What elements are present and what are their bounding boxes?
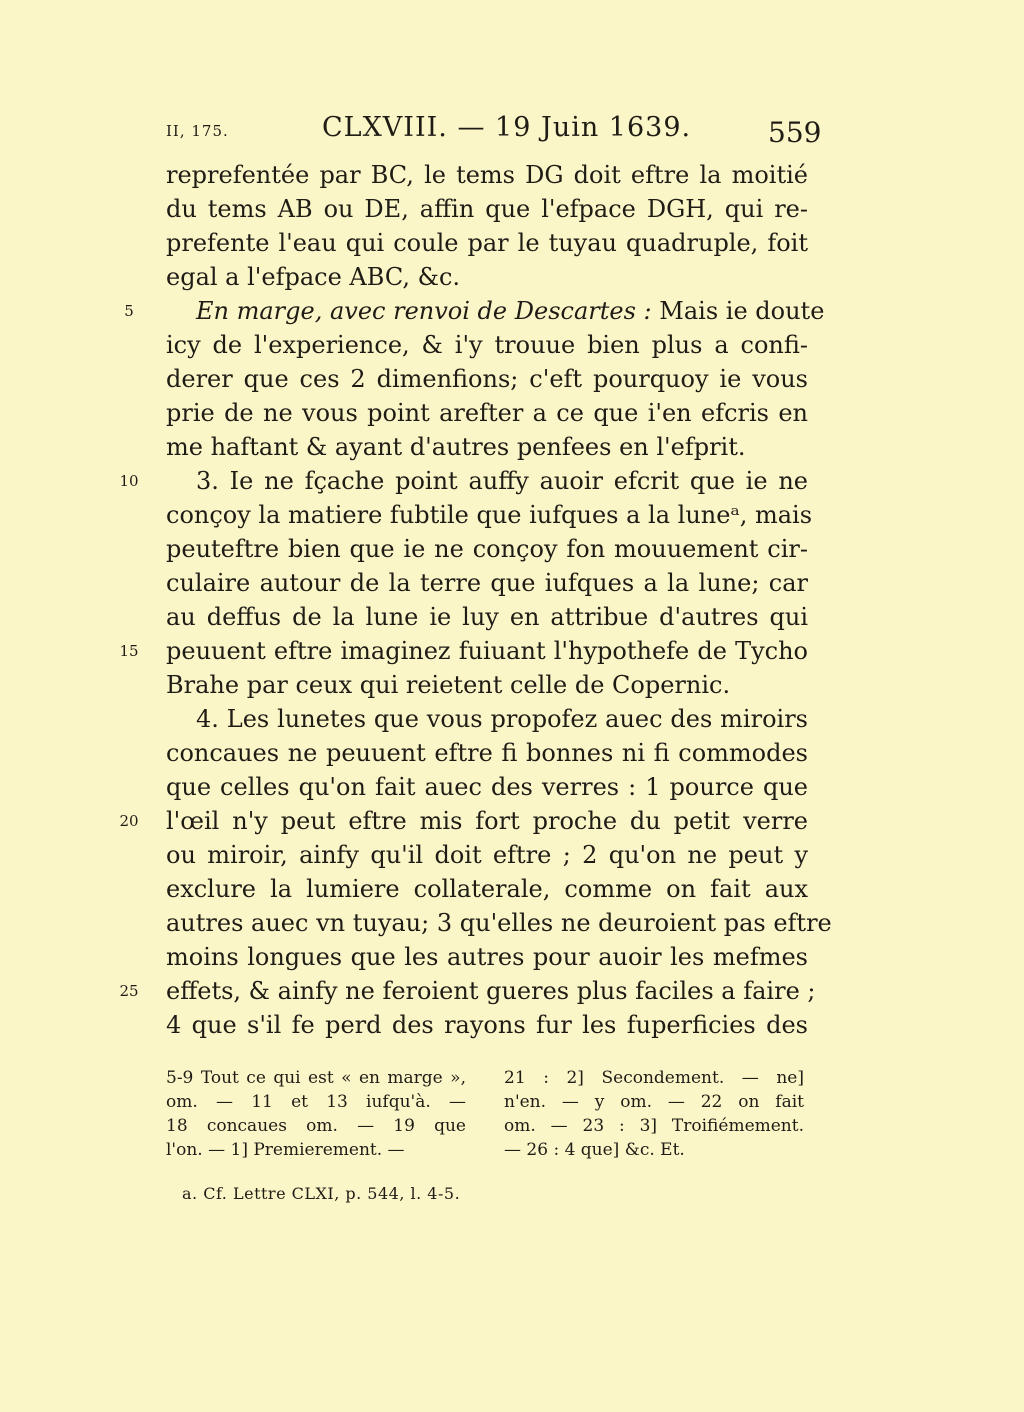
page-number: 559	[768, 116, 822, 149]
text-line	[166, 396, 808, 430]
letter-title: CLXVIII. — 19 Juin 1639.	[322, 112, 692, 143]
text-line-content: effets, & ainfy ne feroient gueres plus faciles a faire ;	[166, 977, 816, 1005]
text-line	[166, 498, 813, 532]
text-line	[166, 872, 808, 906]
apparatus-right-column	[504, 1066, 804, 1162]
text-line-content: peuuent eftre imaginez fuiuant l'hypothefe de Tycho	[166, 637, 808, 665]
apparatus-line: om. — 23 : 3] Troifiémement.	[504, 1116, 804, 1136]
text-line	[166, 600, 808, 634]
text-line	[166, 192, 808, 226]
text-line	[196, 294, 825, 328]
apparatus-line: om. — 11 et 13 iufqu'à. —	[166, 1092, 466, 1112]
apparatus-line: 18 concaues om. — 19 que	[166, 1116, 466, 1136]
text-line	[166, 906, 832, 940]
text-line	[166, 940, 808, 974]
line-number: 10	[119, 472, 139, 490]
apparatus-left-column	[166, 1066, 466, 1162]
text-line	[166, 736, 808, 770]
apparatus-line: 21 : 2] Secondement. — ne]	[504, 1068, 804, 1088]
margin-note-label: En marge, avec renvoi de Descartes :	[196, 297, 652, 325]
text-line	[166, 634, 808, 668]
text-line-content: l'œil n'y peut eftre mis fort proche du petit verre	[166, 807, 808, 835]
text-line	[166, 532, 808, 566]
text-line-content: concaues ne peuuent eftre fi bonnes ni fi commodes	[166, 739, 808, 767]
text-line	[166, 668, 808, 702]
apparatus-line: l'on. — 1] Premierement. —	[166, 1140, 405, 1160]
text-line	[166, 226, 808, 260]
text-line-content: que celles qu'on fait auec des verres : 1 pource que	[166, 773, 808, 801]
text-line-content: moins longues que les autres pour auoir les mefmes	[166, 943, 808, 971]
footnote: a. Cf. Lettre CLXI, p. 544, l. 4-5.	[182, 1184, 461, 1203]
text-line	[166, 838, 808, 872]
text-line-content: derer que ces 2 dimenfions; c'eft pourquoy ie vous	[166, 365, 808, 393]
text-line-content: au deffus de la lune ie luy en attribue d'autres qui	[166, 603, 808, 631]
text-line-content: 4 que s'il fe perd des rayons fur les fuperficies des	[166, 1011, 808, 1039]
text-line	[166, 804, 808, 838]
text-line-content: 4. Les lunetes que vous propofez auec des miroirs	[196, 705, 808, 733]
text-line	[196, 464, 808, 498]
text-line-content: du tems AB ou DE, affin que l'efpace DGH, qui re-	[166, 195, 808, 223]
text-line-content: 3. Ie ne fçache point auffy auoir efcrit que ie ne	[196, 467, 808, 495]
apparatus-line: n'en. — y om. — 22 on fait	[504, 1092, 804, 1112]
text-line	[166, 1008, 808, 1042]
text-line-content: exclure la lumiere collaterale, comme on fait aux	[166, 875, 808, 903]
text-line-content: conçoy la matiere fubtile que iufques a la luneᵃ, mais	[166, 501, 813, 529]
text-line-content: icy de l'experience, & i'y trouue bien plus a confi-	[166, 331, 808, 359]
text-line-content: Brahe par ceux qui reietent celle de Copernic.	[166, 671, 731, 699]
text-line	[166, 260, 808, 294]
text-line	[166, 158, 808, 192]
text-line-content: autres auec vn tuyau; 3 qu'elles ne deuroient pas eftre	[166, 909, 832, 937]
text-line	[166, 430, 808, 464]
line-number: 20	[119, 812, 139, 830]
apparatus-line: — 26 : 4 que] &c. Et.	[504, 1140, 685, 1160]
text-line	[196, 702, 808, 736]
text-line-content: me haftant & ayant d'autres penfees en l'efprit.	[166, 433, 746, 461]
text-line-content: egal a l'efpace ABC, &c.	[166, 263, 461, 291]
text-line	[166, 974, 816, 1008]
text-line-content: Mais ie doute	[659, 297, 825, 325]
text-line-content: prefente l'eau qui coule par le tuyau quadruple, foit	[166, 229, 808, 257]
text-line-content: culaire autour de la terre que iufques a la lune; car	[166, 569, 808, 597]
text-line	[166, 362, 808, 396]
text-line-content: reprefentée par BC, le tems DG doit eftre la moitié	[166, 161, 808, 189]
text-line-content: prie de ne vous point arefter a ce que i'en efcris en	[166, 399, 808, 427]
page-header	[0, 112, 1024, 152]
text-line	[166, 770, 808, 804]
text-line-content: peuteftre bien que ie ne conçoy fon mouuement cir-	[166, 535, 808, 563]
text-line-content: ou miroir, ainfy qu'il doit eftre ; 2 qu'on ne peut y	[166, 841, 808, 869]
line-number: 25	[119, 982, 139, 1000]
text-line	[166, 328, 808, 362]
apparatus-line: 5-9 Tout ce qui est « en marge »,	[166, 1068, 466, 1088]
line-number: 5	[124, 302, 134, 320]
text-line	[166, 566, 808, 600]
edition-reference: II, 175.	[166, 122, 229, 140]
line-number: 15	[119, 642, 139, 660]
